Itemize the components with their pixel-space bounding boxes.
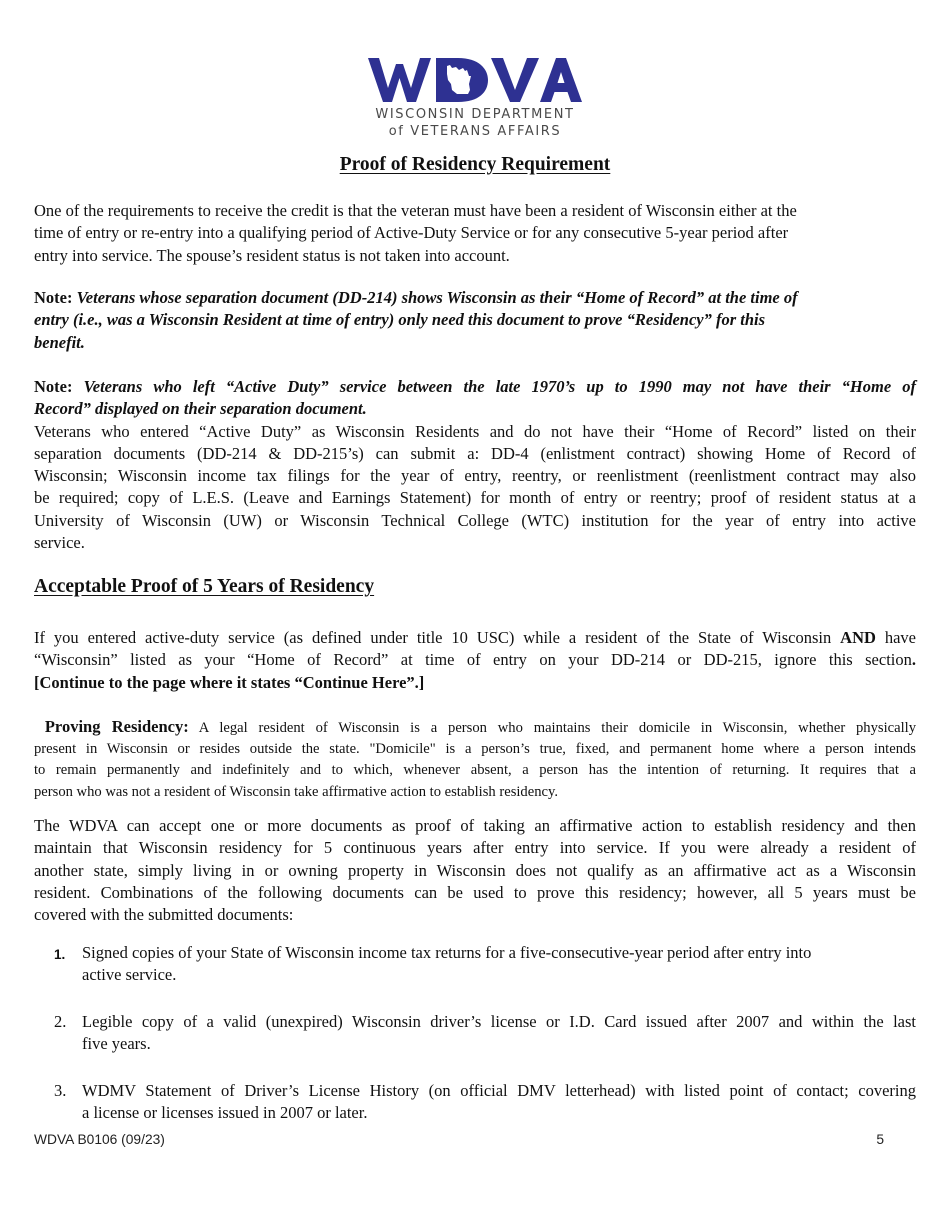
accept-line: another state, simply living in or owning property in Wisconsin does not qualify as an affirmative act as a Wisconsin [34,860,916,880]
accept-line: maintain that Wisconsin residency for 5 continuous years after entry into service. If you were already a resident of [34,838,916,858]
note-text-line: entry (i.e., was a Wisconsin Resident at time of entry) only need this document to prove “Residency” for this [34,310,766,330]
page-number: 5 [876,1132,884,1147]
note-body-line: Veterans who entered “Active Duty” as Wisconsin Residents and do not have their “Home of Record” listed on their [34,421,916,441]
proving-residency-label: Proving Residency: [44,717,189,736]
proving-text-line: to remain permanently and indefinitely and to which, whenever absent, a person has the intention of returning. It requires that a [34,762,916,779]
active-duty-paragraph [34,627,916,694]
note-label: Note: [34,288,73,307]
wdva-logo [360,52,590,144]
list-text-line: five years. [82,1034,151,1054]
logo-letter-w [368,58,431,102]
logo-letter-v [491,58,539,102]
continue-instruction: [Continue to the page where it states “Continue Here”.] [34,672,425,692]
list-text-line: Legible copy of a valid (unexpired) Wisconsin driver’s license or I.D. Card issued after 2007 and within the last [82,1012,916,1031]
logo-letter-a [540,58,582,102]
wdva-wordmark [368,52,582,106]
list-text-line: Signed copies of your State of Wisconsin income tax returns for a five-consecutive-year period after entry into [82,943,812,962]
list-text-line: WDMV Statement of Driver’s License History (on official DMV letterhead) with listed point of contact; covering [82,1081,916,1100]
page-footer [34,1132,884,1147]
proving-text: A legal resident of Wisconsin is a person who maintains their domicile in Wisconsin, whether physically [188,720,916,736]
intro-paragraph [34,200,916,267]
note-active-duty-1970s [34,376,916,554]
page-title: Proof of Residency Requirement [339,154,611,175]
list-text-line: active service. [82,965,177,985]
list-text-line: a license or licenses issued in 2007 or later. [82,1103,368,1123]
list-item [54,942,916,987]
intro-line: entry into service. The spouse’s resident status is not taken into account. [34,245,510,265]
active-duty-text: have [875,628,916,647]
note-text-line: Veterans who left “Active Duty” service between the late 1970’s up to 1990 may not have their “Home of [83,377,916,396]
logo-letter-d [436,58,488,102]
list-number: 1. [54,947,66,962]
accept-line: covered with the submitted documents: [34,905,294,925]
intro-line: One of the requirements to receive the credit is that the veteran must have been a resident of Wisconsin either at the [34,201,797,220]
wdva-accept-paragraph [34,815,916,926]
list-item [54,1011,916,1056]
active-duty-text: “Wisconsin” listed as your “Home of Record” at time of entry on your DD-214 or DD-215, ignore this section [34,650,912,670]
form-id: WDVA B0106 (09/23) [34,1132,165,1147]
logo-subtitle-line1: WISCONSIN DEPARTMENT [375,107,575,122]
proving-text-line: present in Wisconsin or resides outside the state. "Domicile" is a person’s true, fixed, and permanent home where a person intends [34,741,916,758]
note-body-line: separation documents (DD-214 & DD-215’s) can submit a: DD-4 (enlistment contract) showing Home of Record of [34,443,916,463]
note-body-line: be required; copy of L.E.S. (Leave and Earnings Statement) for month of entry or reentry; proof of resident status at a [34,488,916,508]
active-duty-text: If you entered active-duty service (as defined under title 10 USC) while a resident of the State of Wisconsin [34,628,841,647]
accept-line: resident. Combinations of the following documents can be used to prove this residency; however, all 5 years must be [34,882,916,902]
note-label: Note: [34,377,73,396]
list-number: 2. [54,1012,67,1031]
note-text-line: benefit. [34,332,85,352]
proving-residency-paragraph [34,716,916,803]
accept-line: The WDVA can accept one or more documents as proof of taking an affirmative action to establish residency and then [34,816,916,835]
logo-subtitle-line2: of VETERANS AFFAIRS [388,124,562,139]
proving-text-line: person who was not a resident of Wisconsin take affirmative action to establish residency. [34,783,558,800]
note-text-line: Veterans whose separation document (DD-214) shows Wisconsin as their “Home of Record” at the time of [76,288,798,307]
note-body-line: University of Wisconsin (UW) or Wisconsin Technical College (WTC) institution for the year of entry into active [34,510,916,530]
note-home-of-record [34,287,916,354]
list-number: 3. [54,1081,67,1100]
list-item [54,1080,916,1125]
intro-line: time of entry or re-entry into a qualifying period of Active-Duty Service or for any consecutive 5-year period after [34,223,789,243]
active-duty-period: . [911,650,916,670]
note-body-line: Wisconsin; Wisconsin income tax filings for the year of entry, reentry, or reenlistment (reenlistment contract may also [34,466,916,486]
active-duty-and: AND [840,628,876,647]
note-body-line: service. [34,533,85,553]
note-text-line: Record” displayed on their separation document. [34,399,367,419]
section-heading: Acceptable Proof of 5 Years of Residency [34,576,375,597]
